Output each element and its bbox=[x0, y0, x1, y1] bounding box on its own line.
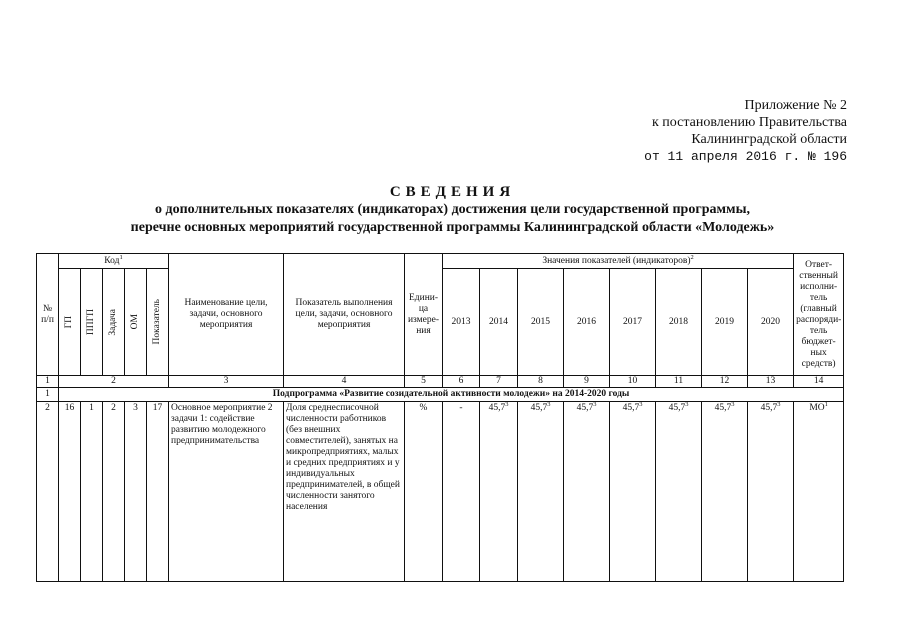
value-text: 45,7 bbox=[668, 403, 686, 413]
row-ppgp: 1 bbox=[81, 402, 103, 582]
value-sup: 3 bbox=[505, 400, 509, 408]
responsible-text: МО bbox=[809, 403, 825, 413]
document-title bbox=[0, 183, 905, 237]
column-number: 4 bbox=[284, 376, 405, 388]
value-sup: 3 bbox=[685, 400, 689, 408]
appendix-line-2: к постановлению Правительства bbox=[651, 115, 847, 130]
column-number: 12 bbox=[702, 376, 748, 388]
header-year: 2018 bbox=[656, 269, 702, 376]
indicators-table bbox=[36, 253, 844, 582]
header-row-1 bbox=[37, 254, 844, 269]
header-gp-text: ГП bbox=[64, 315, 74, 329]
value-sup: 3 bbox=[731, 400, 735, 408]
header-om-text: ОМ bbox=[130, 314, 140, 330]
column-number: 3 bbox=[169, 376, 284, 388]
header-values-label: Значения показателей (индикаторов) bbox=[542, 255, 691, 266]
value-sup: 3 bbox=[777, 400, 781, 408]
row-gp: 16 bbox=[59, 402, 81, 582]
header-code bbox=[59, 254, 169, 269]
value-text: 45,7 bbox=[488, 403, 506, 413]
header-code-sup: 1 bbox=[119, 253, 123, 261]
column-number: 14 bbox=[794, 376, 844, 388]
header-om bbox=[125, 269, 147, 376]
header-year: 2017 bbox=[610, 269, 656, 376]
row-responsible bbox=[794, 402, 844, 582]
column-number: 13 bbox=[748, 376, 794, 388]
title-line-2: о дополнительных показателях (индикаторах) достижения цели государственной программы, bbox=[155, 202, 750, 217]
header-unit: Едини-ца измере-ния bbox=[405, 254, 443, 376]
header-responsible: Ответ-ственный исполни-тель (главный распоряди-тель бюджет-ных средств) bbox=[794, 254, 844, 376]
column-number: 1 bbox=[37, 376, 59, 388]
header-gp bbox=[59, 269, 81, 376]
column-number: 2 bbox=[59, 376, 169, 388]
row-value-2013: - bbox=[443, 402, 480, 582]
value-text: 45,7 bbox=[576, 403, 594, 413]
value-sup: 3 bbox=[639, 400, 643, 408]
header-indicator bbox=[147, 269, 169, 376]
row-value-2019 bbox=[702, 402, 748, 582]
column-number: 6 bbox=[443, 376, 480, 388]
row-indicator: 17 bbox=[147, 402, 169, 582]
column-number: 10 bbox=[610, 376, 656, 388]
column-number-row bbox=[37, 376, 844, 388]
row-value-2017 bbox=[610, 402, 656, 582]
header-metric: Показатель выполнения цели, задачи, основного мероприятия bbox=[284, 254, 405, 376]
header-year: 2014 bbox=[480, 269, 518, 376]
header-code-label: Код bbox=[104, 255, 120, 266]
table-row bbox=[37, 402, 844, 582]
title-main: СВЕДЕНИЯ bbox=[389, 184, 516, 200]
header-year: 2020 bbox=[748, 269, 794, 376]
value-text: 45,7 bbox=[622, 403, 640, 413]
value-text: 45,7 bbox=[530, 403, 548, 413]
header-year: 2019 bbox=[702, 269, 748, 376]
subprogram-title: Подпрограмма «Развитие созидательной активности молодежи» на 2014-2020 годы bbox=[59, 388, 844, 402]
subprogram-num: 1 bbox=[37, 388, 59, 402]
responsible-sup: 1 bbox=[824, 400, 828, 408]
value-text: 45,7 bbox=[714, 403, 732, 413]
header-ppgp bbox=[81, 269, 103, 376]
header-num: № п/п bbox=[37, 254, 59, 376]
subprogram-row bbox=[37, 388, 844, 402]
value-sup: 3 bbox=[547, 400, 551, 408]
header-year: 2015 bbox=[518, 269, 564, 376]
row-unit: % bbox=[405, 402, 443, 582]
row-om: 3 bbox=[125, 402, 147, 582]
column-number: 7 bbox=[480, 376, 518, 388]
row-value-2020 bbox=[748, 402, 794, 582]
header-year: 2016 bbox=[564, 269, 610, 376]
column-number: 5 bbox=[405, 376, 443, 388]
row-name: Основное мероприятие 2 задачи 1: содействие развитию молодежного предпринимательства bbox=[169, 402, 284, 582]
row-num: 2 bbox=[37, 402, 59, 582]
value-sup: 3 bbox=[593, 400, 597, 408]
column-number: 11 bbox=[656, 376, 702, 388]
row-value-2014 bbox=[480, 402, 518, 582]
header-indicator-text: Показатель bbox=[152, 299, 162, 345]
header-ppgp-text: ППГП bbox=[86, 308, 96, 336]
header-values-sup: 2 bbox=[690, 253, 694, 261]
header-task-text: Задача bbox=[108, 308, 118, 336]
appendix-line-1: Приложение № 2 bbox=[744, 98, 847, 113]
appendix-block bbox=[644, 97, 847, 165]
header-name: Наименование цели, задачи, основного мероприятия bbox=[169, 254, 284, 376]
row-value-2016 bbox=[564, 402, 610, 582]
row-metric: Доля среднесписочной численности работников (без внешних совместителей), занятых на микропредприятиях, малых и средних предприятиях и у индивидуальных предпринимателей, в общей численности занятого населения bbox=[284, 402, 405, 582]
header-values bbox=[443, 254, 794, 269]
row-value-2015 bbox=[518, 402, 564, 582]
value-text: 45,7 bbox=[760, 403, 778, 413]
appendix-line-3: Калининградской области bbox=[691, 132, 847, 147]
title-line-3: перечне основных мероприятий государственной программы Калининградской области «Молодежь» bbox=[130, 220, 775, 235]
appendix-line-4: от 11 апреля 2016 г. № 196 bbox=[644, 149, 847, 164]
row-task: 2 bbox=[103, 402, 125, 582]
column-number: 9 bbox=[564, 376, 610, 388]
header-year: 2013 bbox=[443, 269, 480, 376]
header-task bbox=[103, 269, 125, 376]
row-value-2018 bbox=[656, 402, 702, 582]
column-number: 8 bbox=[518, 376, 564, 388]
